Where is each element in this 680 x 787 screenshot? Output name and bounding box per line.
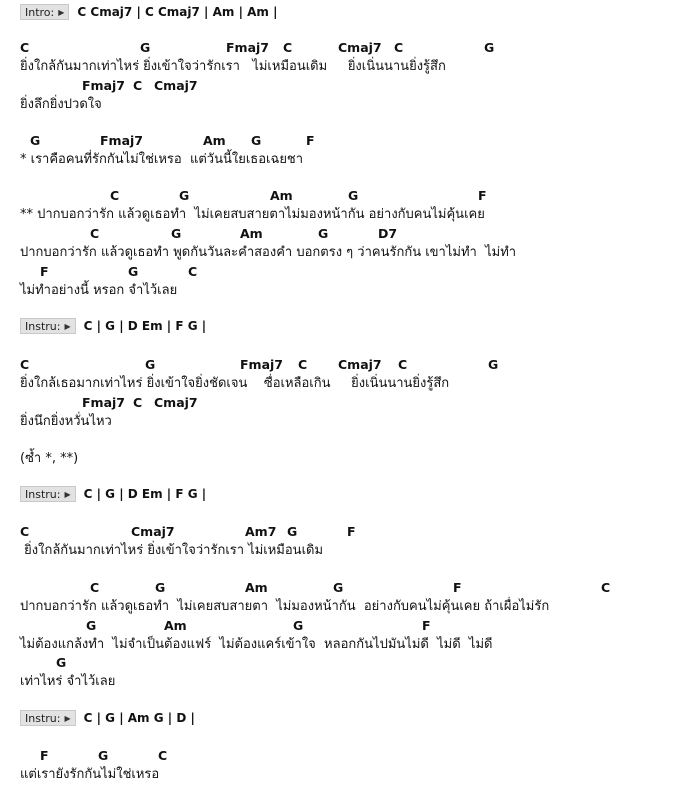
chord: F xyxy=(422,618,431,633)
chord: F xyxy=(347,524,356,539)
lyric-line: ไม่ต้องแกล้งทำ ไม่จำเป็นต้องแฟร์ ไม่ต้องแคร์เข้าใจ หลอกกันไปมันไม่ดี ไม่ดี ไม่ดี xyxy=(20,637,493,652)
chord: Am xyxy=(164,618,187,633)
chord: G xyxy=(155,580,166,595)
chord: C xyxy=(20,40,30,55)
intro-tag-button[interactable] xyxy=(20,4,69,20)
play-arrow-icon: ▶ xyxy=(58,7,65,17)
instru-tag-label: Instru: xyxy=(25,711,61,725)
chord: Fmaj7 xyxy=(100,133,143,148)
lyric-line: ยิ่งใกล้กันมากเท่าไหร่ ยิ่งเข้าใจว่ารักเรา ไม่เหมือนเดิม xyxy=(20,543,324,558)
lyric-line: เท่าไหร่ จำไว้เลย xyxy=(20,674,116,689)
chord: G xyxy=(171,226,182,241)
chord: Am7 xyxy=(245,524,277,539)
lyric-line: ไม่ทำอย่างนี้ หรอก จำไว้เลย xyxy=(20,283,178,298)
chord: G xyxy=(333,580,344,595)
instru-tag-label: Instru: xyxy=(25,319,61,333)
chord: F xyxy=(40,264,49,279)
chord: Am xyxy=(245,580,268,595)
chord: Am xyxy=(270,188,293,203)
chord: G xyxy=(348,188,359,203)
intro-tag-label: Intro: xyxy=(25,5,55,19)
chord: G xyxy=(128,264,139,279)
play-arrow-icon: ▶ xyxy=(64,489,71,499)
chord: Am xyxy=(203,133,226,148)
instru-tag-button[interactable] xyxy=(20,486,76,502)
chord: C xyxy=(394,40,404,55)
chord: G xyxy=(293,618,304,633)
chord: F xyxy=(478,188,487,203)
chord: C xyxy=(283,40,293,55)
chord: G xyxy=(488,357,499,372)
instru-bar xyxy=(20,318,206,334)
lyric-line: ยิ่งใกล้กันมากเท่าไหร่ ยิ่งเข้าใจว่ารักเรา ไม่เหมือนเดิม ยิ่งเนิ่นนานยิ่งรู้สึก xyxy=(20,59,446,74)
chord: C xyxy=(133,395,143,410)
lyric-line: ยิ่งนึกยิ่งหวั่นไหว xyxy=(20,414,112,429)
chord: G xyxy=(484,40,495,55)
instru-chords: C | G | D Em | F G | xyxy=(83,487,207,501)
instru-bar xyxy=(20,486,206,502)
chord: Cmaj7 xyxy=(338,40,382,55)
chord: G xyxy=(179,188,190,203)
chord: Fmaj7 xyxy=(226,40,269,55)
chord: C xyxy=(90,226,100,241)
lyric-line: ปากบอกว่ารัก แล้วดูเธอทำ ไม่เคยสบสายตา ไม่มองหน้ากัน อย่างกับคนไม่คุ้นเคย ถ้าเผื่อไม่รัก xyxy=(20,599,550,614)
chord: C xyxy=(601,580,611,595)
instru-bar xyxy=(20,710,195,726)
chord: G xyxy=(98,748,109,763)
chord: Fmaj7 xyxy=(82,395,125,410)
play-arrow-icon: ▶ xyxy=(64,713,71,723)
chord: Cmaj7 xyxy=(338,357,382,372)
chord: C xyxy=(188,264,198,279)
lyric-line: * เราคือคนที่รักกันไม่ใช่เหรอ แต่วันนี้ใยเธอเฉยชา xyxy=(20,152,304,167)
lyric-line: ** ปากบอกว่ารัก แล้วดูเธอทำ ไม่เคยสบสายตาไม่มองหน้ากัน อย่างกับคนไม่คุ้นเคย xyxy=(20,207,485,222)
lyric-line: (ซ้ำ *, **) xyxy=(20,451,79,466)
chord: Am xyxy=(240,226,263,241)
lyric-line: ยิ่งใกล้เธอมากเท่าไหร่ ยิ่งเข้าใจยิ่งชัดเจน ซื่อเหลือเกิน ยิ่งเนิ่นนานยิ่งรู้สึก xyxy=(20,376,450,391)
chord: Fmaj7 xyxy=(82,78,125,93)
chord: F xyxy=(306,133,315,148)
chord: C xyxy=(20,357,30,372)
chord: C xyxy=(110,188,120,203)
instru-chords: C | G | D Em | F G | xyxy=(83,319,207,333)
chord: G xyxy=(140,40,151,55)
chord: G xyxy=(86,618,97,633)
chord: Fmaj7 xyxy=(240,357,283,372)
instru-tag-button[interactable] xyxy=(20,710,76,726)
chord: Cmaj7 xyxy=(131,524,175,539)
lyric-line: แต่เรายังรักกันไม่ใช่เหรอ xyxy=(20,767,160,782)
chord: G xyxy=(145,357,156,372)
play-arrow-icon: ▶ xyxy=(64,321,71,331)
chord: Cmaj7 xyxy=(154,395,198,410)
chord: C xyxy=(20,524,30,539)
chord: C xyxy=(90,580,100,595)
chord: F xyxy=(40,748,49,763)
lyric-line: ยิ่งลึกยิ่งปวดใจ xyxy=(20,97,102,112)
instru-tag-label: Instru: xyxy=(25,487,61,501)
instru-chords: C | G | Am G | D | xyxy=(83,711,195,725)
chord: C xyxy=(158,748,168,763)
chord: G xyxy=(287,524,298,539)
instru-tag-button[interactable] xyxy=(20,318,76,334)
chord: G xyxy=(251,133,262,148)
chord: C xyxy=(398,357,408,372)
chord: G xyxy=(30,133,41,148)
chord: G xyxy=(318,226,329,241)
lyric-line: ปากบอกว่ารัก แล้วดูเธอทำ พูดกันวันละคำสองคำ บอกตรง ๆ ว่าคนรักกัน เขาไม่ทำ ไม่ทำ xyxy=(20,245,517,260)
chord: Cmaj7 xyxy=(154,78,198,93)
chord: C xyxy=(298,357,308,372)
intro-chords: C Cmaj7 | C Cmaj7 | Am | Am | xyxy=(77,5,278,19)
chord: G xyxy=(56,655,67,670)
chord: D7 xyxy=(378,226,398,241)
chord: F xyxy=(453,580,462,595)
chord: C xyxy=(133,78,143,93)
intro-bar xyxy=(20,4,277,20)
